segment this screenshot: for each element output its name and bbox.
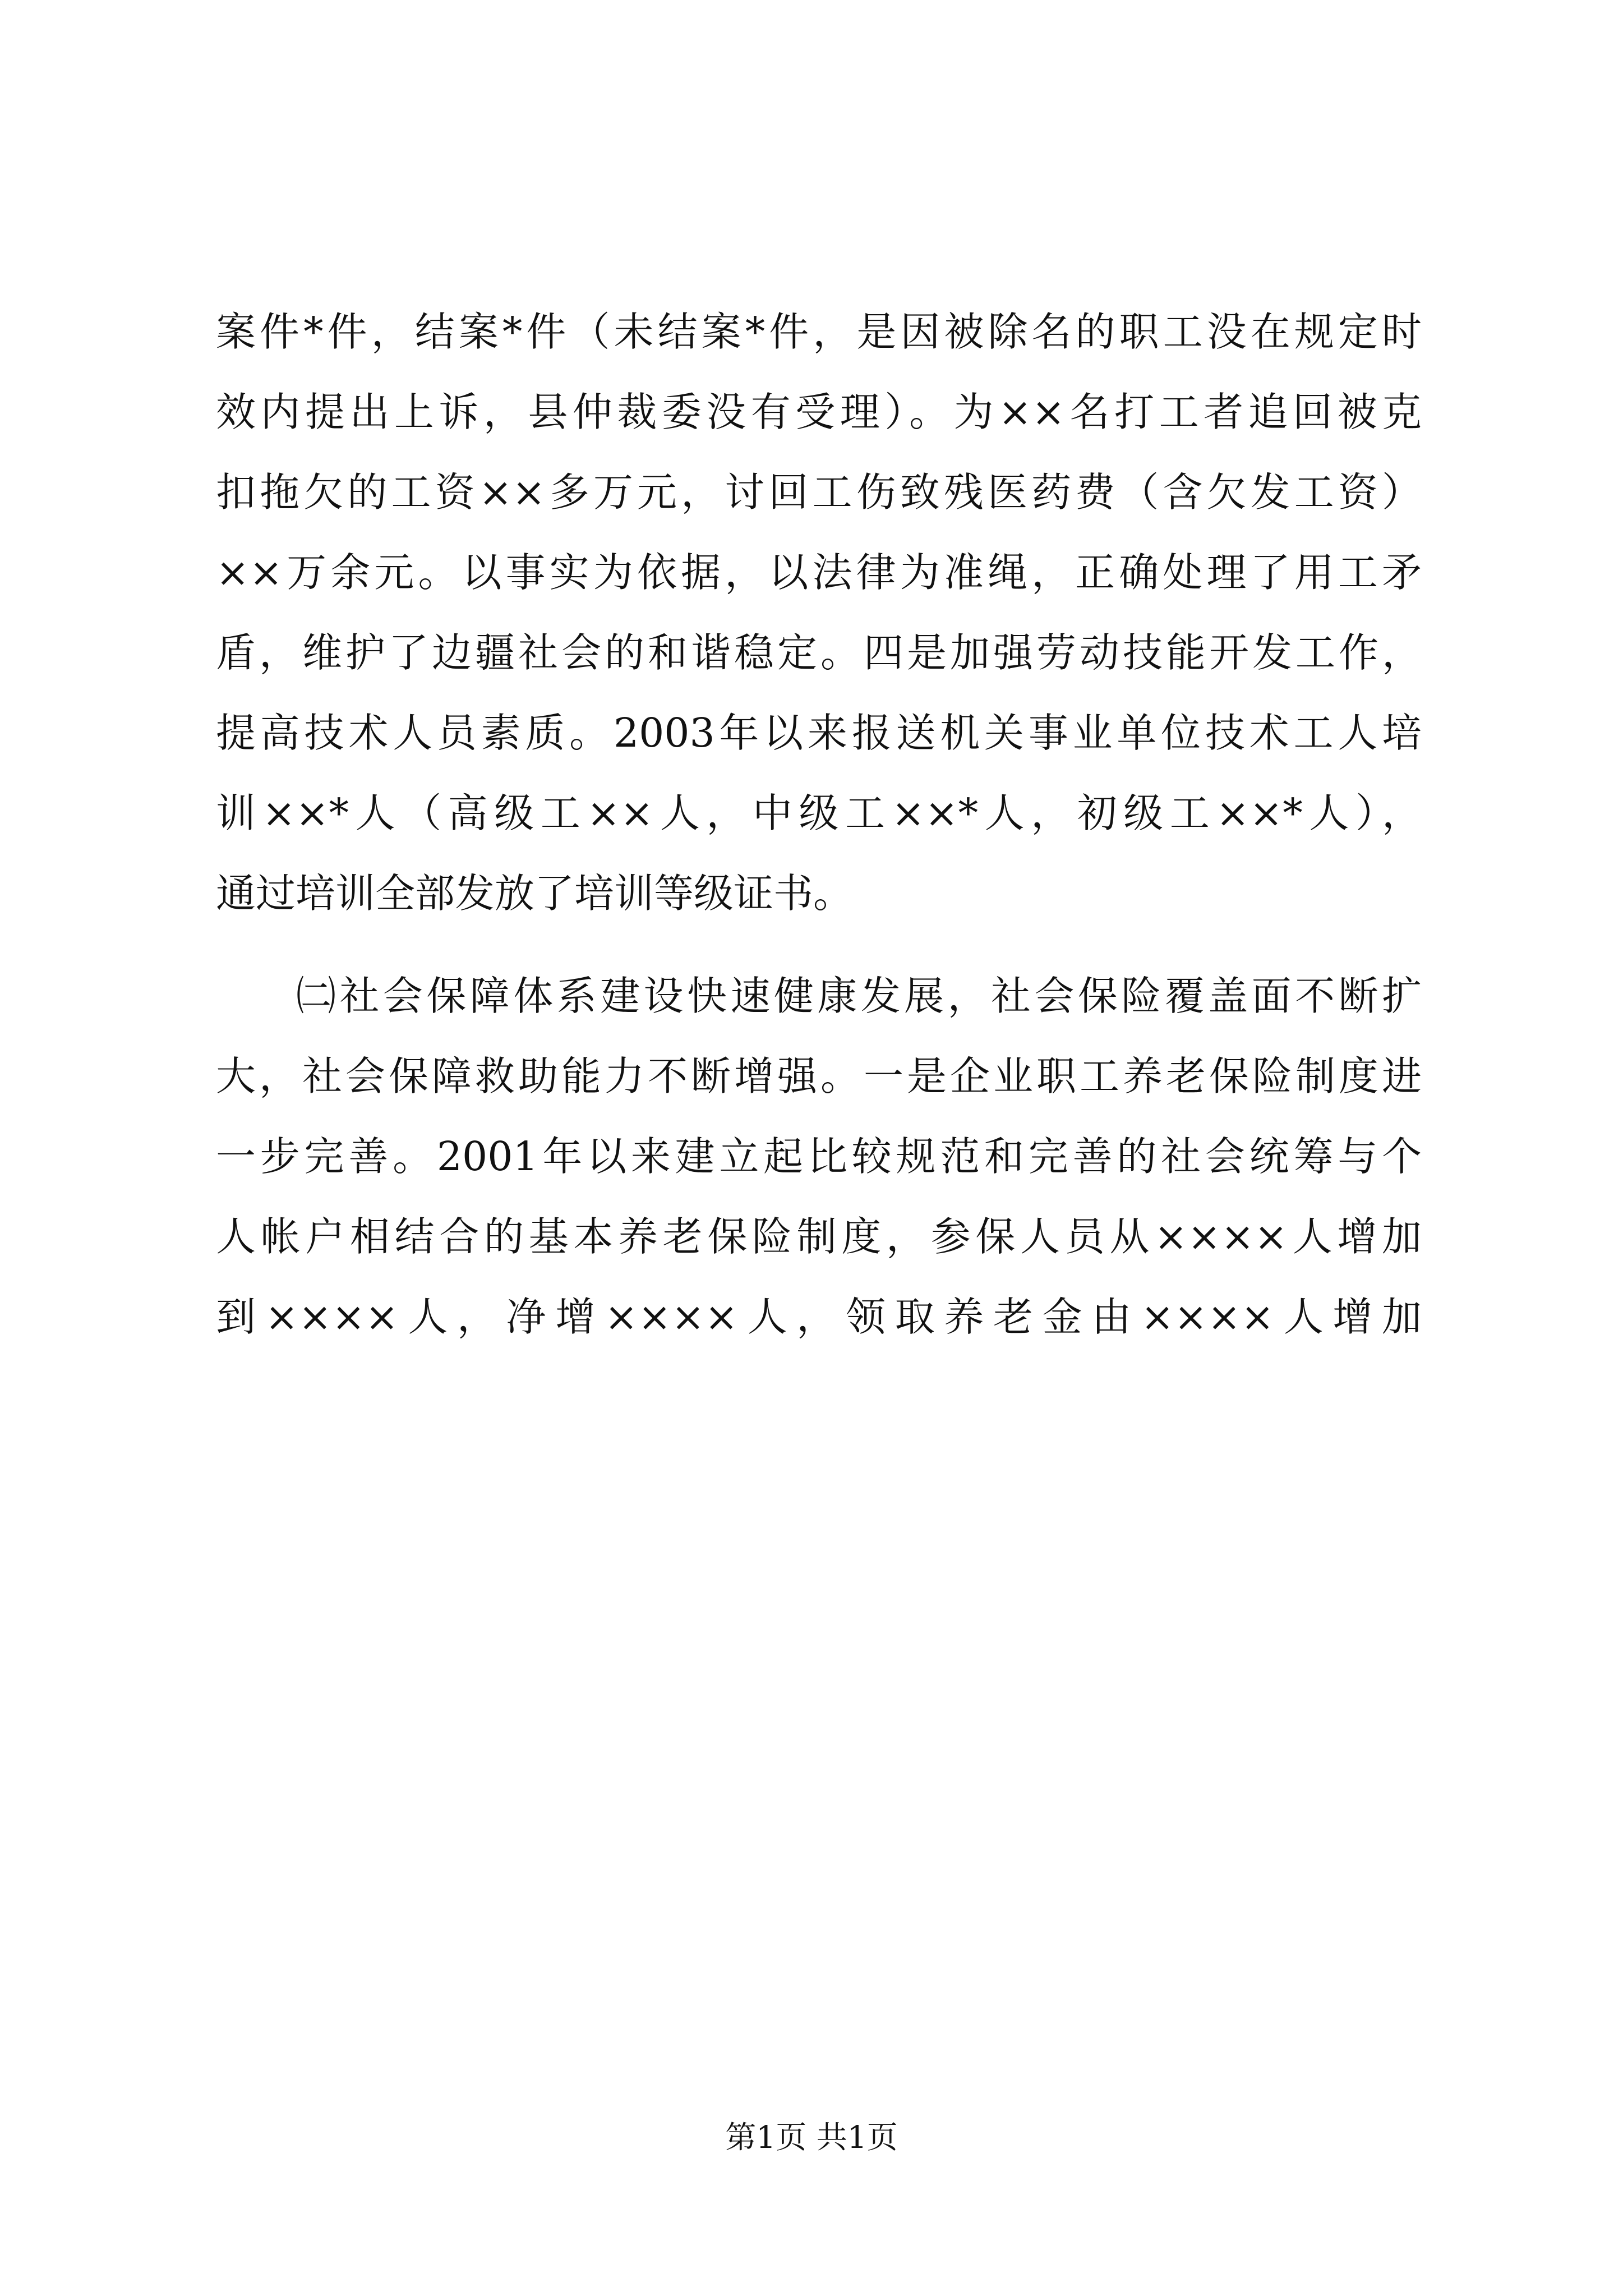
text-line: 训××*人（高级工××人，中级工××*人，初级工××*人），	[216, 790, 1422, 836]
paragraph-1	[216, 292, 1422, 933]
text-line: 案件*件，结案*件（未结案*件，是因被除名的职工没在规定时	[216, 309, 1422, 355]
text-line: 盾，维护了边疆社会的和谐稳定。四是加强劳动技能开发工作，	[216, 629, 1422, 676]
page-number: 第1页 共1页	[725, 2119, 898, 2155]
text-line: 大，社会保障救助能力不断增强。一是企业职工养老保险制度进	[216, 1053, 1422, 1099]
text-line: 效内提出上诉，县仲裁委没有受理）。为××名打工者追回被克	[216, 389, 1422, 435]
text-line: 通过培训全部发放了培训等级证书。	[216, 870, 854, 917]
paragraph-2	[216, 956, 1422, 1357]
text-line: 人帐户相结合的基本养老保险制度，参保人员从××××人增加	[216, 1213, 1422, 1260]
document-body	[216, 292, 1422, 1357]
text-line: 扣拖欠的工资××多万元，讨回工伤致残医药费（含欠发工资）	[216, 469, 1422, 516]
text-line: ××万余元。以事实为依据，以法律为准绳，正确处理了用工矛	[216, 549, 1422, 596]
text-line: 一步完善。2001年以来建立起比较规范和完善的社会统筹与个	[216, 1133, 1422, 1180]
text-line: 提高技术人员素质。2003年以来报送机关事业单位技术工人培	[216, 710, 1422, 756]
page-footer	[0, 2115, 1623, 2160]
paragraph-gap	[216, 933, 1422, 956]
text-line: 到××××人，净增××××人，领取养老金由××××人增加	[216, 1294, 1422, 1340]
text-line: ㈡社会保障体系建设快速健康发展，社会保险覆盖面不断扩	[296, 973, 1422, 1019]
